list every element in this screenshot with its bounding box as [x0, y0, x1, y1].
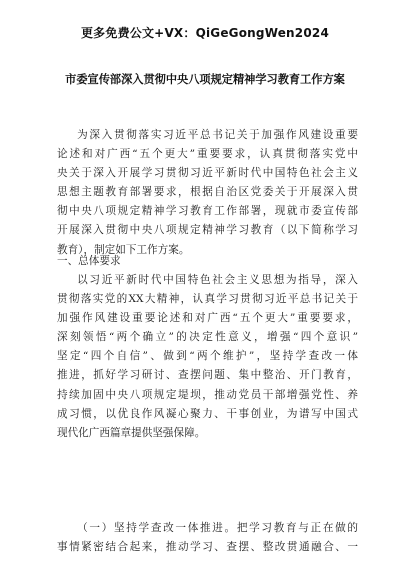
- section-heading-text: 一、总体要求: [57, 255, 121, 267]
- text-line: 加强作风建设重要论述和对广西“五个更大”重要要求，: [57, 312, 358, 325]
- intro-paragraph: [57, 126, 358, 260]
- text-line: 以习近平新时代中国特色社会主义思想为指导，深入: [77, 274, 358, 286]
- section1-paragraph: [57, 271, 358, 443]
- text-line: 彻中央八项规定精神学习教育工作部署，现就市委宣传部: [57, 205, 358, 218]
- subsection-paragraph: [57, 519, 358, 557]
- text-line: 持续加固中央八项规定堤坝，推动党员干部增强党性、养: [57, 388, 358, 401]
- text-line: 深刻领悟“两个确立”的决定性意义，增强“四个意识”: [57, 331, 358, 344]
- watermark-text: 更多免费公文+VX：QiGeGongWen2024: [80, 26, 329, 40]
- text-line: （一）坚持学查改一体推进。把学习教育与正在做的: [77, 522, 358, 534]
- text-line: 教育），制定如下工作方案。: [57, 243, 190, 256]
- text-line: 现代化广西篇章提供坚强保障。: [57, 426, 206, 439]
- text-line: 思想主题教育部署要求，根据自治区党委关于开展深入贯: [57, 186, 358, 199]
- text-line: 论述和对广西“五个更大”重要要求，认真贯彻落实党中: [57, 148, 358, 161]
- document-title: 市委宣传部深入贯彻中央八项规定精神学习教育工作方案: [65, 73, 345, 86]
- text-line: 央关于深入开展学习贯彻习近平新时代中国特色社会主义: [57, 167, 358, 180]
- text-line: 成习惯，以优良作风凝心聚力、干事创业，为谱写中国式: [57, 407, 358, 420]
- text-line: 坚定“四个自信”、做到“两个维护”，坚持学查改一体: [57, 350, 358, 363]
- text-line: 为深入贯彻落实习近平总书记关于加强作风建设重要: [77, 129, 358, 141]
- text-line: 贯彻落实党的XX大精神，认真学习贯彻习近平总书记关于: [57, 293, 358, 306]
- text-line: 开展深入贯彻中央八项规定精神学习教育（以下简称学习: [57, 224, 358, 237]
- text-line: 事情紧密结合起来，推动学习、查摆、整改贯通融合、一: [57, 541, 358, 554]
- text-line: 推进，抓好学习研讨、查摆问题、集中整治、开门教育，: [57, 369, 358, 382]
- section-heading: [57, 252, 358, 271]
